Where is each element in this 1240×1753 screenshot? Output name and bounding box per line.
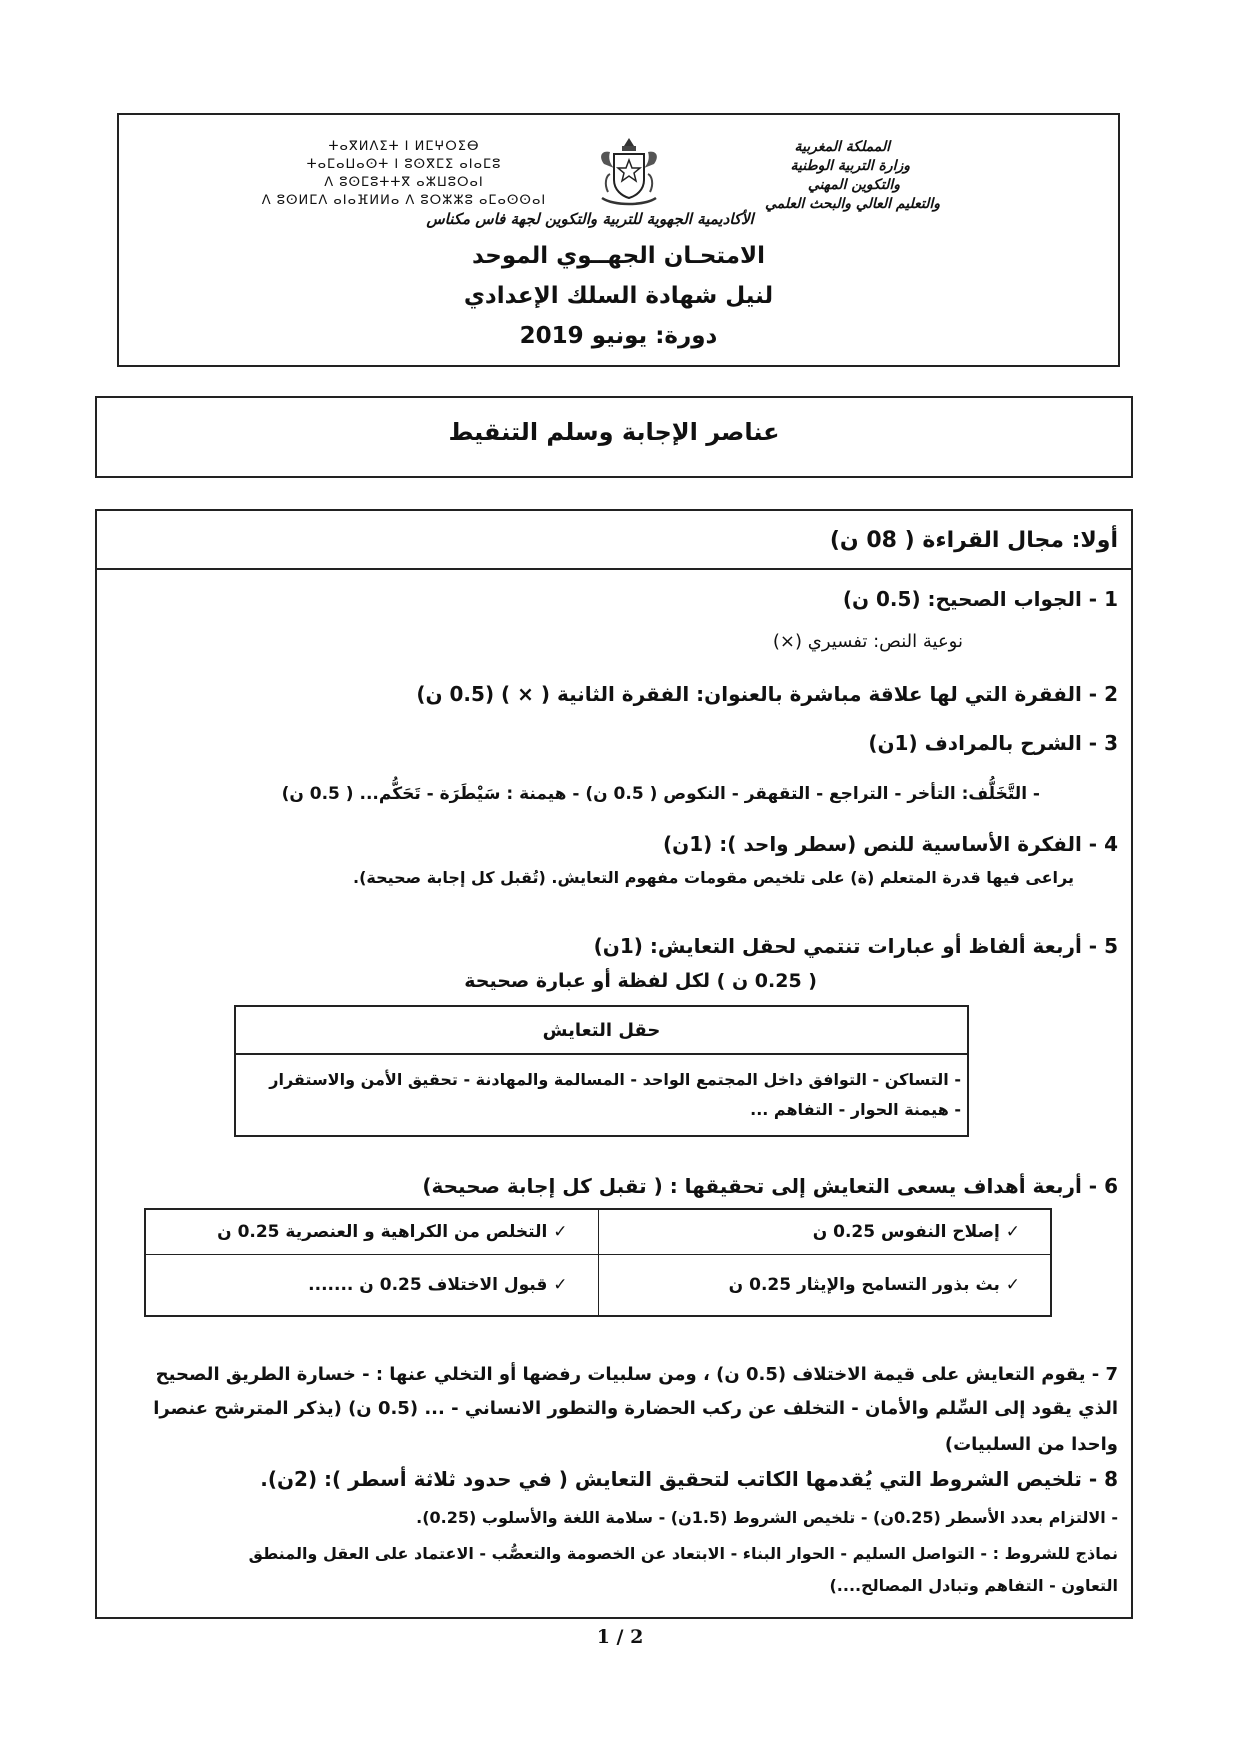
question-3-title: 3 - الشرح بالمرادف (1ن): [868, 731, 1118, 755]
question-1-title: 1 - الجواب الصحيح: (0.5 ن): [842, 587, 1118, 611]
exam-title: الامتحـان الجهــوي الموحد: [471, 243, 766, 269]
part-one-title: أولا: مجال القراءة ( 08 ن): [829, 528, 1118, 553]
question-8-line: نماذج للشروط : - التواصل السليم - الحوار البناء - الابتعاد عن الخصومة والتعصُّب - الاعتماد على العقل والمنطق: [248, 1544, 1118, 1563]
page-number: 1 / 2: [596, 1626, 644, 1648]
table-row-line: - التساكن - التوافق داخل المجتمع الواحد - المسالمة والمهادنة - تحقيق الأمن والاستقرار: [269, 1070, 961, 1089]
tifinagh-line: ⴷ ⵓⵙⵍⵎⴷ ⴰⵏⴰⴼⵍⵍⴰ ⴷ ⵓⵔⵣⵣⵓ ⴰⵎⴰⵙⵙⴰⵏ: [261, 193, 547, 208]
institution-line: والتعليم العالي والبحث العلمي: [764, 196, 940, 212]
question-5-title: 5 - أربعة ألفاظ أو عبارات تنتمي لحقل التعايش: (1ن): [593, 934, 1118, 958]
question-8-line: التعاون - التفاهم وتبادل المصالح....): [829, 1576, 1118, 1595]
tifinagh-line: ⴷ ⵓⵙⵎⵓⵜⵜⴳ ⴰⵣⵡⵓⵔⴰⵏ: [324, 175, 484, 190]
question-8-title: 8 - تلخيص الشروط التي يُقدمها الكاتب لتحقيق التعايش ( في حدود ثلاثة أسطر ): (2ن).: [260, 1467, 1118, 1491]
institution-tifinagh: [234, 138, 574, 210]
table-header: حقل التعايش: [235, 1006, 968, 1054]
question-7-line: 7 - يقوم التعايش على قيمة الاختلاف (0.5 ن) ، ومن سلبيات رفضها أو التخلي عنها : - خسارة الطريق الصحيح: [155, 1364, 1118, 1385]
question-7-line: الذي يقود إلى السِّلم والأمان - التخلف عن ركب الحضارة والتطور الانساني - ... (0.5 ن) (يذكر المترشح عنصرا: [153, 1398, 1118, 1419]
question-2-title: 2 - الفقرة التي لها علاقة مباشرة بالعنوان: الفقرة الثانية ( × ) (0.5 ن): [416, 682, 1118, 706]
question-8-line: - الالتزام بعدد الأسطر (0.25ن) - تلخيص الشروط (1.5ن) - سلامة اللغة والأسلوب (0.25).: [416, 1508, 1118, 1527]
question-7-line: واحدا من السلبيات): [944, 1434, 1118, 1455]
goal-cell: ✓ قبول الاختلاف 0.25 ن .......: [145, 1255, 598, 1317]
goal-cell: ✓ التخلص من الكراهية و العنصرية 0.25 ن: [145, 1209, 598, 1255]
question-3-answer: - التَّخَلُّف: التأخر - التراجع - التقهقر - النكوص ( 0.5 ن) - هيمنة : سَيْطَرَة - تَحَكُّم... ( 0.5 ن): [281, 784, 1040, 804]
institution-line: وزارة التربية الوطنية: [790, 158, 910, 174]
institution-line: والتكوين المهني: [807, 177, 900, 193]
institution-line: المملكة المغربية: [794, 139, 890, 155]
section-banner-title: عناصر الإجابة وسلم التنقيط: [448, 418, 780, 446]
tifinagh-line: ⵜⴰⴳⵍⴷⵉⵜ ⵏ ⵍⵎⵖⵔⵉⴱ: [328, 139, 480, 154]
coexistence-field-table: [234, 1005, 969, 1137]
table-row: [235, 1054, 968, 1136]
institution-arabic: [765, 138, 940, 214]
question-6-title: 6 - أربعة أهداف يسعى التعايش إلى تحقيقها : ( تقبل كل إجابة صحيحة): [422, 1174, 1118, 1198]
question-4-answer: يراعى فيها قدرة المتعلم (ة) على تلخيص مقومات مفهوم التعايش. (تُقبل كل إجابة صحيحة).: [352, 868, 1074, 887]
title-divider: [95, 568, 1133, 570]
goals-table: [144, 1208, 1052, 1317]
tifinagh-line: ⵜⴰⵎⴰⵡⴰⵙⵜ ⵏ ⵓⵙⴳⵎⵉ ⴰⵏⴰⵎⵓ: [306, 157, 502, 172]
goal-cell: ✓ بث بذور التسامح والإيثار 0.25 ن: [598, 1255, 1051, 1317]
royal-emblem-icon: [594, 134, 664, 210]
question-4-title: 4 - الفكرة الأساسية للنص (سطر واحد ): (1ن): [663, 832, 1118, 856]
question-1-answer: نوعية النص: تفسيري (×): [772, 631, 963, 652]
exam-subtitle: لنيل شهادة السلك الإعدادي: [463, 283, 774, 309]
exam-session: دورة: يونيو 2019: [519, 323, 718, 349]
table-row-line: - هيمنة الحوار - التفاهم ...: [750, 1100, 961, 1119]
goal-cell: ✓ إصلاح النفوس 0.25 ن: [598, 1209, 1051, 1255]
question-5-scoring: ( 0.25 ن ) لكل لفظة أو عبارة صحيحة: [464, 970, 817, 992]
academy-name: الأكاديمية الجهوية للتربية والتكوين لجهة فاس مكناس: [426, 210, 754, 228]
